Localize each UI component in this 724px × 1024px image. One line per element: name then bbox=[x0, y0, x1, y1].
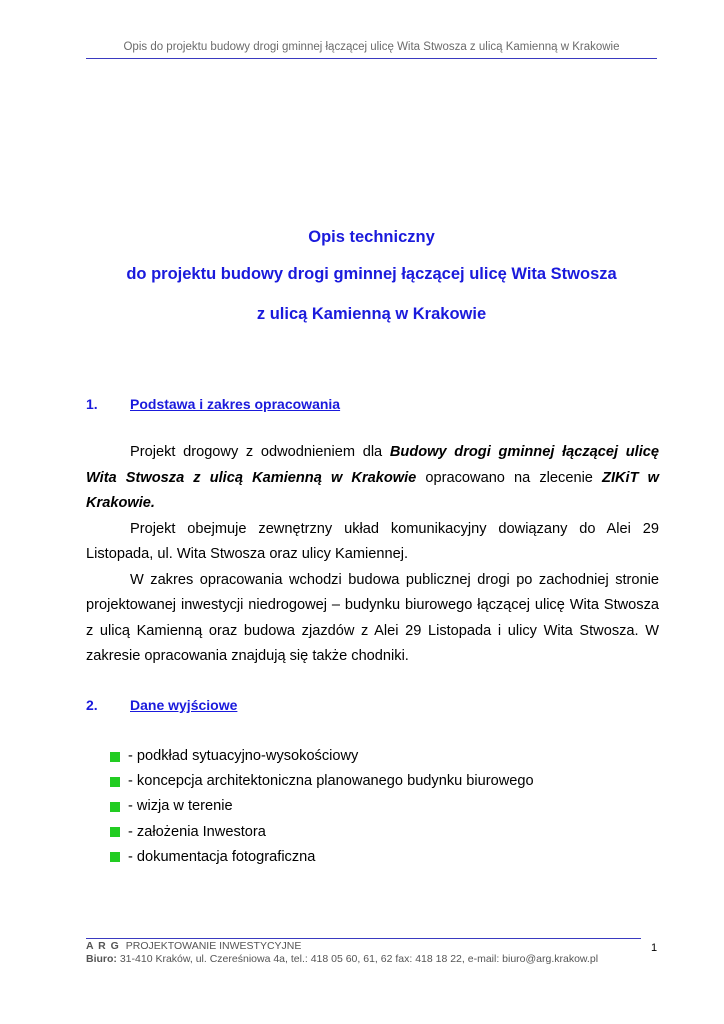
header-divider bbox=[86, 58, 657, 59]
green-square-bullet-icon bbox=[110, 752, 120, 762]
list-item bbox=[110, 820, 534, 845]
section1-number: 1. bbox=[86, 396, 98, 412]
footer-address bbox=[86, 953, 598, 965]
list-item bbox=[110, 794, 534, 819]
list-item bbox=[110, 769, 534, 794]
input-data-list bbox=[110, 744, 534, 870]
section1-paragraph3: W zakres opracowania wchodzi budowa publicznej drogi po zachodniej stronie projektowanej inwestycji niedrogowej – budynku biurowego łączącej ulicę Wita Stwosza z ulicą Kamienną oraz budowa zjazdów z Alei 29 Listopada i ulicy Wita Stwosza. W zakresie opracowania znajdują się także chodniki. bbox=[86, 571, 659, 664]
section1-paragraph2: Projekt obejmuje zewnętrzny układ komunikacyjny dowiązany do Alei 29 Listopada, ul. Wita Stwosza oraz ulicy Kamiennej. bbox=[86, 520, 659, 562]
p1-text-a: Projekt drogowy z odwodnieniem dla bbox=[130, 444, 390, 460]
green-square-bullet-icon bbox=[110, 852, 120, 862]
company-abbr: A R G bbox=[86, 940, 120, 952]
company-name: PROJEKTOWANIE INWESTYCYJNE bbox=[125, 940, 302, 952]
section1-paragraph1 bbox=[86, 440, 659, 517]
office-address: 31-410 Kraków, ul. Czereśniowa 4a, tel.: 418 05 60, 61, 62 fax: 418 18 22, e-mail: biuro@arg.krakow.pl bbox=[116, 953, 599, 965]
list-item-text: - założenia Inwestora bbox=[128, 823, 266, 840]
page-number: 1 bbox=[651, 942, 658, 954]
office-label: Biuro: bbox=[86, 953, 117, 965]
list-item-text: - podkład sytuacyjno-wysokościowy bbox=[128, 748, 359, 764]
green-square-bullet-icon bbox=[110, 802, 120, 812]
list-item-text: - wizja w terenie bbox=[128, 798, 233, 815]
doc-title: Opis techniczny bbox=[308, 228, 435, 246]
doc-subtitle-line1: do projektu budowy drogi gminnej łączącej ulicę Wita Stwosza bbox=[126, 265, 617, 283]
running-header: Opis do projektu budowy drogi gminnej łączącej ulicę Wita Stwosza z ulicą Kamienną w Krakowie bbox=[123, 41, 620, 53]
doc-subtitle-line2: z ulicą Kamienną w Krakowie bbox=[256, 305, 487, 323]
p1-project-name: Budowy drogi gminnej łączącej ulicę Wita Stwosza z ulicą Kamienną w Krakowie bbox=[86, 444, 659, 486]
section1-heading: Podstawa i zakres opracowania bbox=[130, 396, 341, 412]
list-item bbox=[110, 845, 534, 870]
list-item bbox=[110, 744, 534, 769]
p1-text-c: opracowano na zlecenie bbox=[416, 469, 603, 486]
section2-heading: Dane wyjściowe bbox=[130, 697, 238, 713]
green-square-bullet-icon bbox=[110, 827, 120, 837]
footer-divider bbox=[86, 938, 641, 939]
p1-client-name: ZIKiT w Krakowie. bbox=[86, 469, 659, 511]
list-item-text: - dokumentacja fotograficzna bbox=[128, 848, 316, 865]
section2-number: 2. bbox=[86, 697, 98, 713]
list-item-text: - koncepcja architektoniczna planowanego budynku biurowego bbox=[128, 773, 534, 790]
section1-body bbox=[86, 440, 659, 670]
footer-company bbox=[86, 940, 301, 952]
green-square-bullet-icon bbox=[110, 777, 120, 787]
